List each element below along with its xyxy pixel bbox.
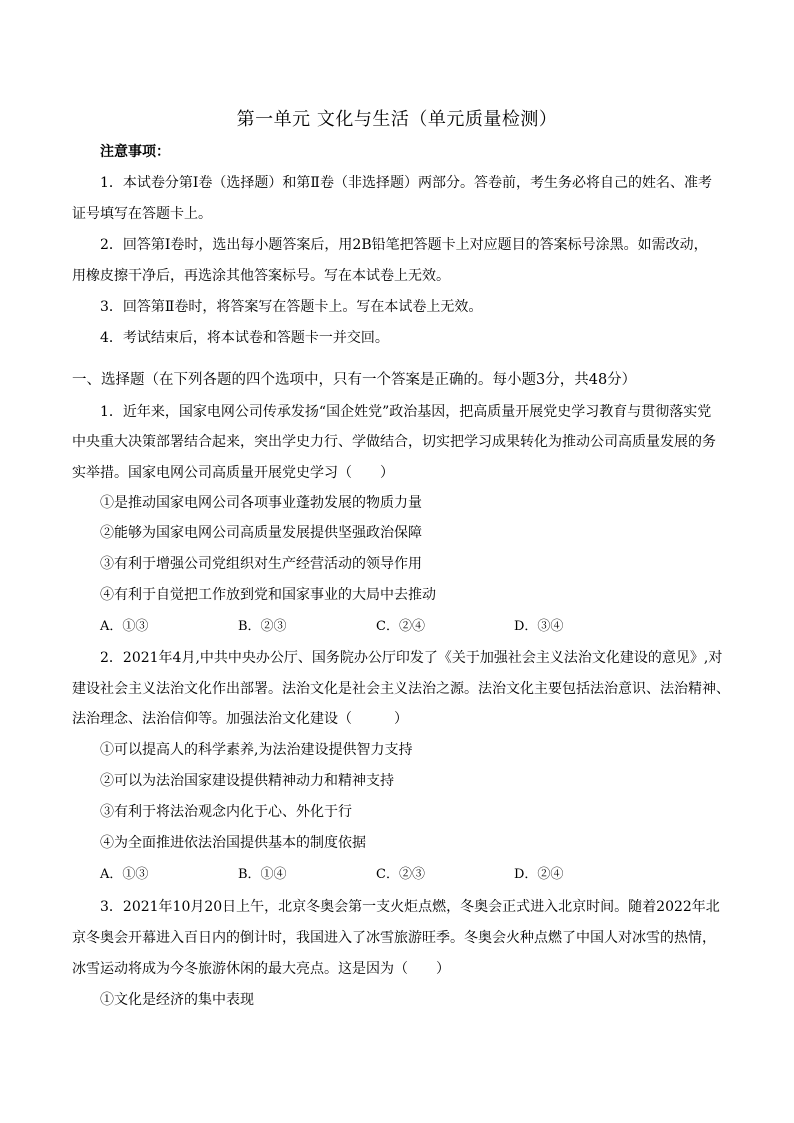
q1-choice-c: C．②④ bbox=[376, 619, 425, 634]
notice-heading: 注意事项： bbox=[100, 144, 170, 160]
q3-stem-line-1: 3．2021年10月20日上午，北京冬奥会第一支火炬点燃，冬奥会正式进入北京时间。随着2022年北 bbox=[100, 899, 720, 915]
q2-choices bbox=[100, 865, 652, 885]
q1-option-4: ④有利于自觉把工作放到党和国家事业的大局中去推动 bbox=[100, 587, 436, 603]
notice-item-2-line-2: 用橡皮擦干净后，再选涂其他答案标号。写在本试卷上无效。 bbox=[72, 268, 450, 284]
q1-stem-line-2: 中央重大决策部署结合起来，突出学史力行、学做结合，切实把学习成果转化为推动公司高质量发展的务 bbox=[72, 434, 716, 450]
q1-choice-b: B．②③ bbox=[238, 619, 287, 634]
section-heading: 一、选择题（在下列各题的四个选项中，只有一个答案是正确的。每小题3分，共48分） bbox=[72, 372, 637, 388]
q1-option-3: ③有利于增强公司党组织对生产经营活动的领导作用 bbox=[100, 556, 422, 572]
q2-option-3: ③有利于将法治观念内化于心、外化于行 bbox=[100, 804, 352, 820]
q1-choice-d: D．③④ bbox=[514, 619, 564, 634]
q2-stem-line-1: 2．2021年4月,中共中央办公厅、国务院办公厅印发了《关于加强社会主义法治文化建设的意见》,对 bbox=[100, 650, 723, 666]
notice-item-1-line-1: 1．本试卷分第Ⅰ卷（选择题）和第Ⅱ卷（非选择题）两部分。答卷前，考生务必将自己的姓名、准考 bbox=[100, 175, 712, 191]
q2-option-2: ②可以为法治国家建设提供精神动力和精神支持 bbox=[100, 773, 394, 789]
q3-option-1: ①文化是经济的集中表现 bbox=[100, 992, 254, 1008]
q1-stem-line-3: 实举措。国家电网公司高质量开展党史学习（ ） bbox=[72, 465, 394, 481]
q1-option-1: ①是推动国家电网公司各项事业蓬勃发展的物质力量 bbox=[100, 495, 422, 511]
q2-choice-b: B．①④ bbox=[238, 867, 287, 882]
q2-stem-line-3: 法治理念、法治信仰等。加强法治文化建设（ ） bbox=[72, 711, 408, 727]
q2-choice-c: C．②③ bbox=[376, 867, 425, 882]
q1-option-2: ②能够为国家电网公司高质量发展提供坚强政治保障 bbox=[100, 525, 422, 541]
notice-item-3: 3．回答第Ⅱ卷时，将答案写在答题卡上。写在本试卷上无效。 bbox=[100, 299, 483, 315]
q3-stem-line-2: 京冬奥会开幕进入百日内的倒计时，我国进入了冰雪旅游旺季。冬奥会火种点燃了中国人对冰雪的热情， bbox=[72, 930, 716, 946]
notice-item-4: 4．考试结束后，将本试卷和答题卡一并交回。 bbox=[100, 330, 389, 346]
q1-choices bbox=[100, 617, 652, 637]
notice-item-2-line-1: 2．回答第Ⅰ卷时，选出每小题答案后，用2B铅笔把答题卡上对应题目的答案标号涂黑。如需改动， bbox=[100, 237, 708, 253]
q1-stem-line-1: 1．近年来，国家电网公司传承发扬“国企姓党”政治基因，把高质量开展党史学习教育与贯彻落实党 bbox=[100, 404, 712, 420]
q2-choice-a: A．①③ bbox=[100, 867, 149, 882]
q2-choice-d: D．②④ bbox=[514, 867, 564, 882]
notice-item-1-line-2: 证号填写在答题卡上。 bbox=[72, 206, 212, 222]
q2-option-1: ①可以提高人的科学素养,为法治建设提供智力支持 bbox=[100, 742, 413, 758]
q2-option-4: ④为全面推进依法治国提供基本的制度依据 bbox=[100, 835, 366, 851]
page-title: 第一单元 文化与生活（单元质量检测） bbox=[236, 109, 558, 130]
q2-stem-line-2: 建设社会主义法治文化作出部署。法治文化是社会主义法治之源。法治文化主要包括法治意识、法治精神、 bbox=[72, 681, 730, 697]
q1-choice-a: A．①③ bbox=[100, 619, 149, 634]
q3-stem-line-3: 冰雪运动将成为今冬旅游休闲的最大亮点。这是因为（ ） bbox=[72, 961, 450, 977]
